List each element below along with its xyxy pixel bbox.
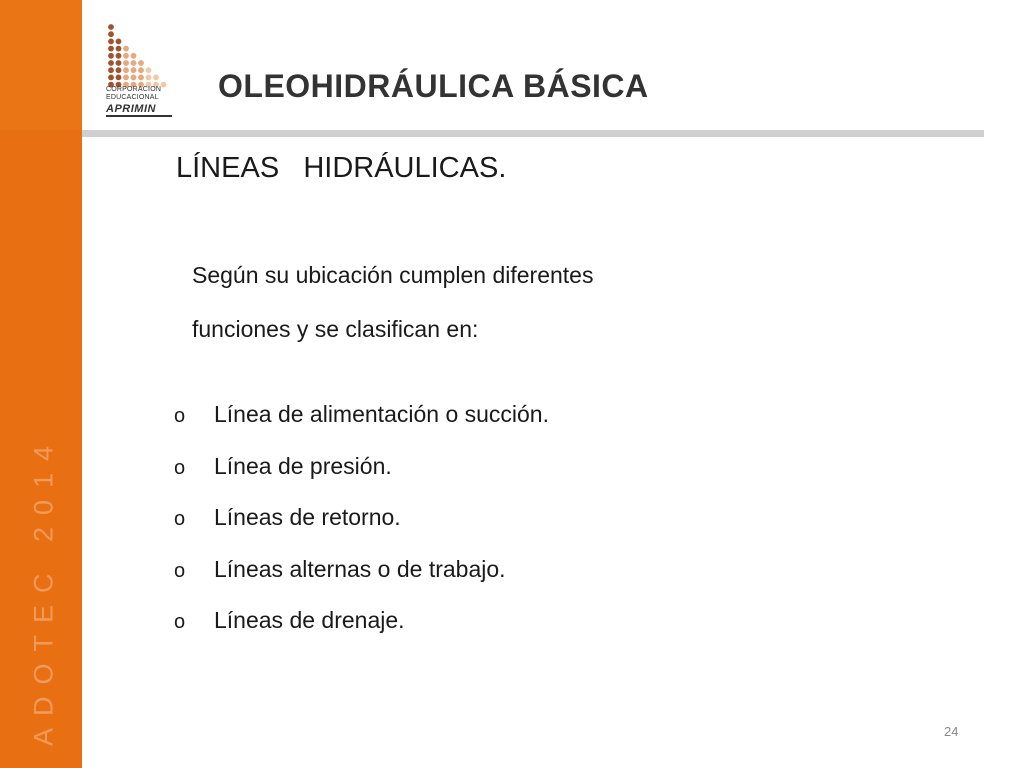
section-heading: LÍNEAS HIDRÁULICAS. (176, 152, 507, 184)
list-item (174, 499, 549, 551)
bullet-marker: o (174, 508, 186, 530)
logo-dot (108, 31, 114, 37)
list-item-text: Líneas de retorno. (214, 504, 401, 530)
logo-dot (108, 46, 114, 52)
logo-brand-name: APRIMIN (106, 103, 172, 117)
bullet-marker: o (174, 559, 186, 582)
bullet-marker: o (174, 611, 186, 633)
logo-dot (116, 39, 122, 45)
logo-dot (123, 75, 129, 81)
logo-dot (123, 53, 129, 59)
logo-dot (116, 46, 122, 52)
logo-dot (108, 75, 114, 81)
bullet-marker: o (174, 456, 186, 479)
logo-dot (146, 67, 152, 73)
list-item-text: Línea de alimentación o succión. (214, 401, 549, 427)
list-item-text: Líneas alternas o de trabajo. (214, 555, 506, 582)
logo-dot (108, 53, 114, 59)
intro-line-1: Según su ubicación cumplen diferentes (192, 262, 594, 288)
logo-dot (131, 53, 137, 59)
line-types-list (174, 396, 549, 654)
logo-dot (123, 60, 129, 66)
logo-line-corporacion: CORPORACION (106, 86, 162, 93)
logo-dot (131, 75, 137, 81)
logo-caption (106, 86, 178, 117)
list-item (174, 551, 549, 603)
page-number: 24 (944, 724, 959, 739)
slide-title: OLEOHIDRÁULICA BÁSICA (218, 68, 649, 104)
logo-dot (116, 60, 122, 66)
logo-dot (108, 67, 114, 73)
side-band-top (0, 0, 82, 130)
title-divider (82, 130, 984, 137)
logo-dot (116, 67, 122, 73)
logo-dot (108, 24, 114, 30)
logo-dot (153, 75, 159, 81)
logo-dot (138, 67, 144, 73)
list-item (174, 602, 549, 654)
intro-paragraph (192, 248, 593, 356)
logo-dot (138, 75, 144, 81)
logo-dot (116, 75, 122, 81)
logo-dot (138, 60, 144, 66)
logo-line-educacional: EDUCACIONAL (106, 94, 159, 101)
list-item-text: Líneas de drenaje. (214, 607, 405, 633)
logo-dot (116, 53, 122, 59)
list-item-text: Línea de presión. (214, 452, 392, 479)
logo-dot (123, 67, 129, 73)
logo-dot (108, 60, 114, 66)
logo-dot (131, 60, 137, 66)
side-watermark: ADOTEC 2014 (28, 433, 59, 747)
intro-line-2: funciones y se clasifican en: (192, 316, 479, 342)
logo-dot (123, 46, 129, 52)
bullet-marker: o (174, 405, 186, 427)
list-item (174, 448, 549, 500)
logo-dot (146, 75, 152, 81)
logo-dot (131, 67, 137, 73)
logo-dot (108, 39, 114, 45)
list-item (174, 396, 549, 448)
